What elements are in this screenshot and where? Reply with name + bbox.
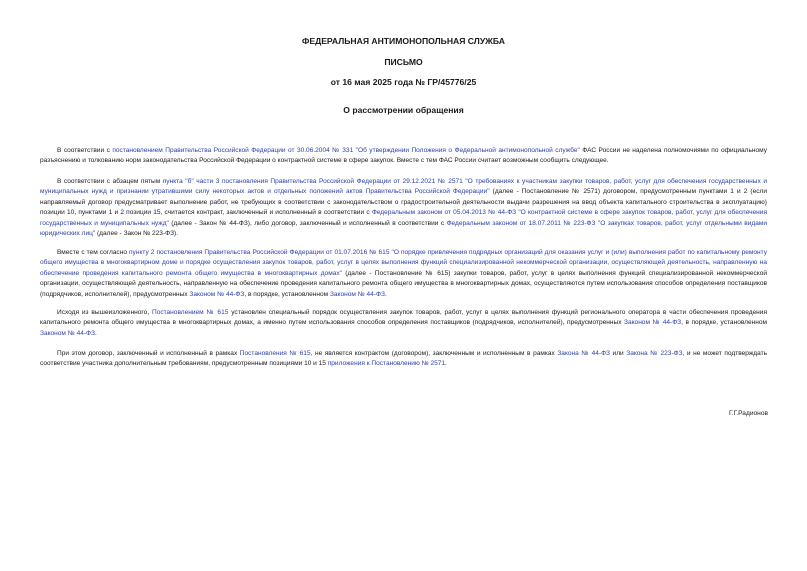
paragraph-text: При этом договор, заключенный и исполненный в рамках <box>57 350 240 357</box>
link-appendix-2571[interactable]: приложения к Постановлению № 2571 <box>327 360 446 368</box>
paragraph-text: . <box>384 290 387 298</box>
paragraph-text: В соответствии с абзацем пятым <box>57 178 163 185</box>
paragraph-text: Вместе с тем согласно <box>57 249 130 256</box>
paragraph-text: Исходя из вышеизложенного, <box>57 309 152 316</box>
paragraph-2 <box>40 177 767 239</box>
paragraph-text: (далее - Закон № 223-ФЗ). <box>95 230 179 238</box>
link-law-44fz[interactable]: Законом № 44-ФЗ <box>40 329 95 337</box>
link-regulation-615[interactable]: Постановления № 615 <box>239 350 311 357</box>
link-law-44fz[interactable]: Законом № 44-ФЗ <box>624 319 682 327</box>
paragraph-text: (далее - Постановление № 2571) договором, предусмотренным пунктами 1 и 2 (если направляемый договор предусматривает выполнение работ, не требующих в соответствии с законодательством о градостроительной деятельности выдачи разрешения на ввод объекта капитального строительства в эксплуатацию) позиции 10, пунктами 1 и 2 позиции 15, считается контракт, заключенный и исполненный в соответствии с <box>40 188 767 217</box>
paragraph-text: или <box>610 350 627 357</box>
link-law-223fz[interactable]: Закона № 223-ФЗ <box>626 350 683 357</box>
document-date-number: от 16 мая 2025 года № ГР/45776/25 <box>330 77 477 87</box>
link-regulation-2571[interactable]: пункта "б" части 3 постановления Правительства Российской Федерации от 29.12.2021 № 2571 "О требованиях к участникам закупки товаров, работ, услуг для обеспечения государственных и муниципальных нужд и признании утратившими силу некоторых актов и отдельных положений актов Правительства Российской Федерации" <box>40 178 767 196</box>
paragraph-text: , не является контрактом (договором), заключенным и исполненным в рамках <box>310 350 558 357</box>
paragraph-text: , в порядке, установленном <box>244 290 330 298</box>
link-law-44fz[interactable]: Закона № 44-ФЗ <box>557 350 611 357</box>
link-law-223fz[interactable]: Федеральным законом от 18.07.2011 № 223-ФЗ "О закупках товаров, работ, услуг отдельными видами юридических лиц" <box>40 219 768 238</box>
paragraph-text: установлен специальный порядок осуществления закупок товаров, работ, услуг в целях выполнения функций регионального оператора в части обеспечения проведения капитального ремонта общего имущества в многоквартирных домах, а именно путем использования способов определения поставщиков (подрядчиков, исполнителей), предусмотренных <box>40 309 767 327</box>
paragraph-4 <box>40 308 767 339</box>
paragraph-text: , в порядке, установленном <box>681 319 767 327</box>
paragraph-text: (далее - Постановление № 615) закупки товаров, работ, услуг в целях выполнения функций специализированной некоммерческой организации, осуществляющей деятельность, направленную на обеспечение проведения капитального ремонта общего имущества в многоквартирных домах, осуществляются путем использования способов определения поставщиков (подрядчиков, исполнителей), предусмотренных <box>40 269 768 298</box>
document-subject: О рассмотрении обращения <box>343 105 464 115</box>
link-law-44fz[interactable]: Федеральным законом от 05.04.2013 № 44-ФЗ "О контрактной системе в сфере закупок товаров, работ, услуг для обеспечения государственных и муниципальных нужд" <box>40 209 767 227</box>
paragraph-text: ФАС России не наделена полномочиями по официальному разъяснению и толкованию норм законодательства Российской Федерации о контрактной системе в сфере закупок. Вместе с тем ФАС России считает возможным сообщить следующее. <box>40 147 768 165</box>
agency-title: ФЕДЕРАЛЬНАЯ АНТИМОНОПОЛЬНАЯ СЛУЖБА <box>302 36 505 46</box>
link-regulation-615[interactable]: Постановлением № 615 <box>152 309 229 316</box>
link-regulation-615[interactable]: пункту 2 постановления Правительства Российской Федерации от 01.07.2016 № 615 "О порядке привлечения подрядных организаций для оказания услуг и (или) выполнения работ по капитальному ремонту общего имущества в многоквартирном доме и порядке осуществления закупок товаров, работ, услуг в целях выполнения функций специализированной некоммерческой организации, осуществляющей деятельность, направленную на обеспечение проведения капитального ремонта общего имущества в многоквартирных домах" <box>40 249 767 277</box>
paragraph-3 <box>40 248 767 300</box>
paragraph-5 <box>40 349 767 370</box>
paragraph-text: В соответствии с <box>57 147 113 154</box>
paragraph-text: . <box>445 360 447 368</box>
paragraph-text: , и не может подтверждать соответствие участника дополнительным требованиям, предусмотренным позициями 10 и 15 <box>40 350 767 368</box>
paragraph-text: . <box>95 329 97 337</box>
link-law-44fz[interactable]: Законом № 44-ФЗ <box>329 290 385 298</box>
paragraph-text: (далее - Закон № 44-ФЗ), либо договор, заключенный и исполненный в соответствии с <box>168 219 447 227</box>
paragraph-1 <box>40 146 767 167</box>
document-type: ПИСЬМО <box>384 57 423 67</box>
link-regulation-331[interactable]: постановлением Правительства Российской Федерации от 30.06.2004 № 331 "Об утверждении Положения о Федеральной антимонопольной службе" <box>112 147 580 154</box>
link-law-44fz[interactable]: Законом № 44-ФЗ <box>189 290 245 298</box>
signature: Г.Г.Радионов <box>728 410 768 417</box>
